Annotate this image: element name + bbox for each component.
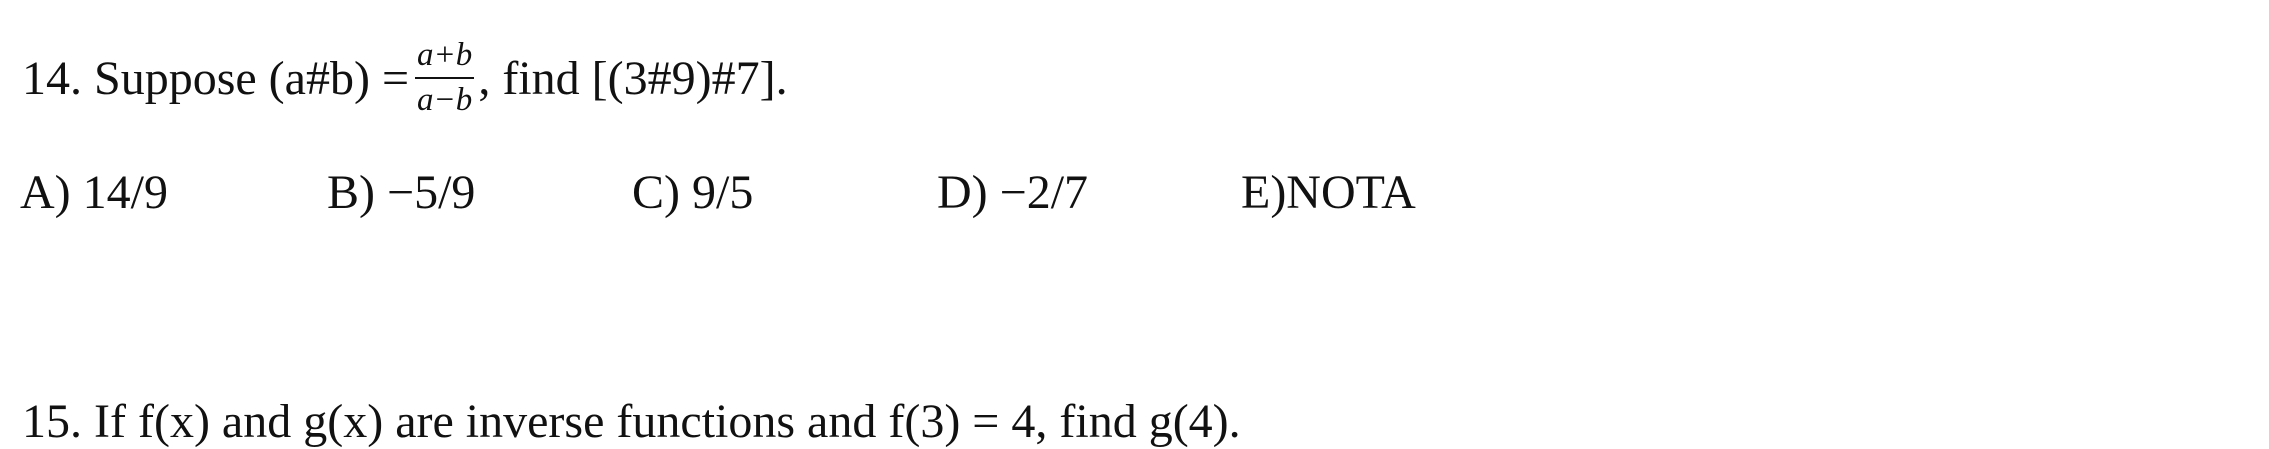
choice-c: C) 9/5: [632, 166, 754, 219]
fraction-numerator: a+b: [417, 37, 473, 73]
question-line: [22, 28, 788, 128]
choice-e: E)NOTA: [1241, 166, 1416, 219]
choice-a: A) 14/9: [20, 166, 168, 219]
question-prefix: 14. Suppose (a#b) =: [22, 51, 410, 105]
next-question-partial: 15. If f(x) and g(x) are inverse functions and f(3) = 4, find g(4).: [22, 395, 1241, 448]
question-suffix: , find [(3#9)#7].: [478, 51, 788, 105]
fraction-denominator: a−b: [417, 82, 473, 118]
choice-b: B) −5/9: [327, 166, 476, 219]
choice-d: D) −2/7: [937, 166, 1089, 219]
operation-fraction: [415, 39, 474, 117]
answer-choices: [0, 165, 2269, 235]
